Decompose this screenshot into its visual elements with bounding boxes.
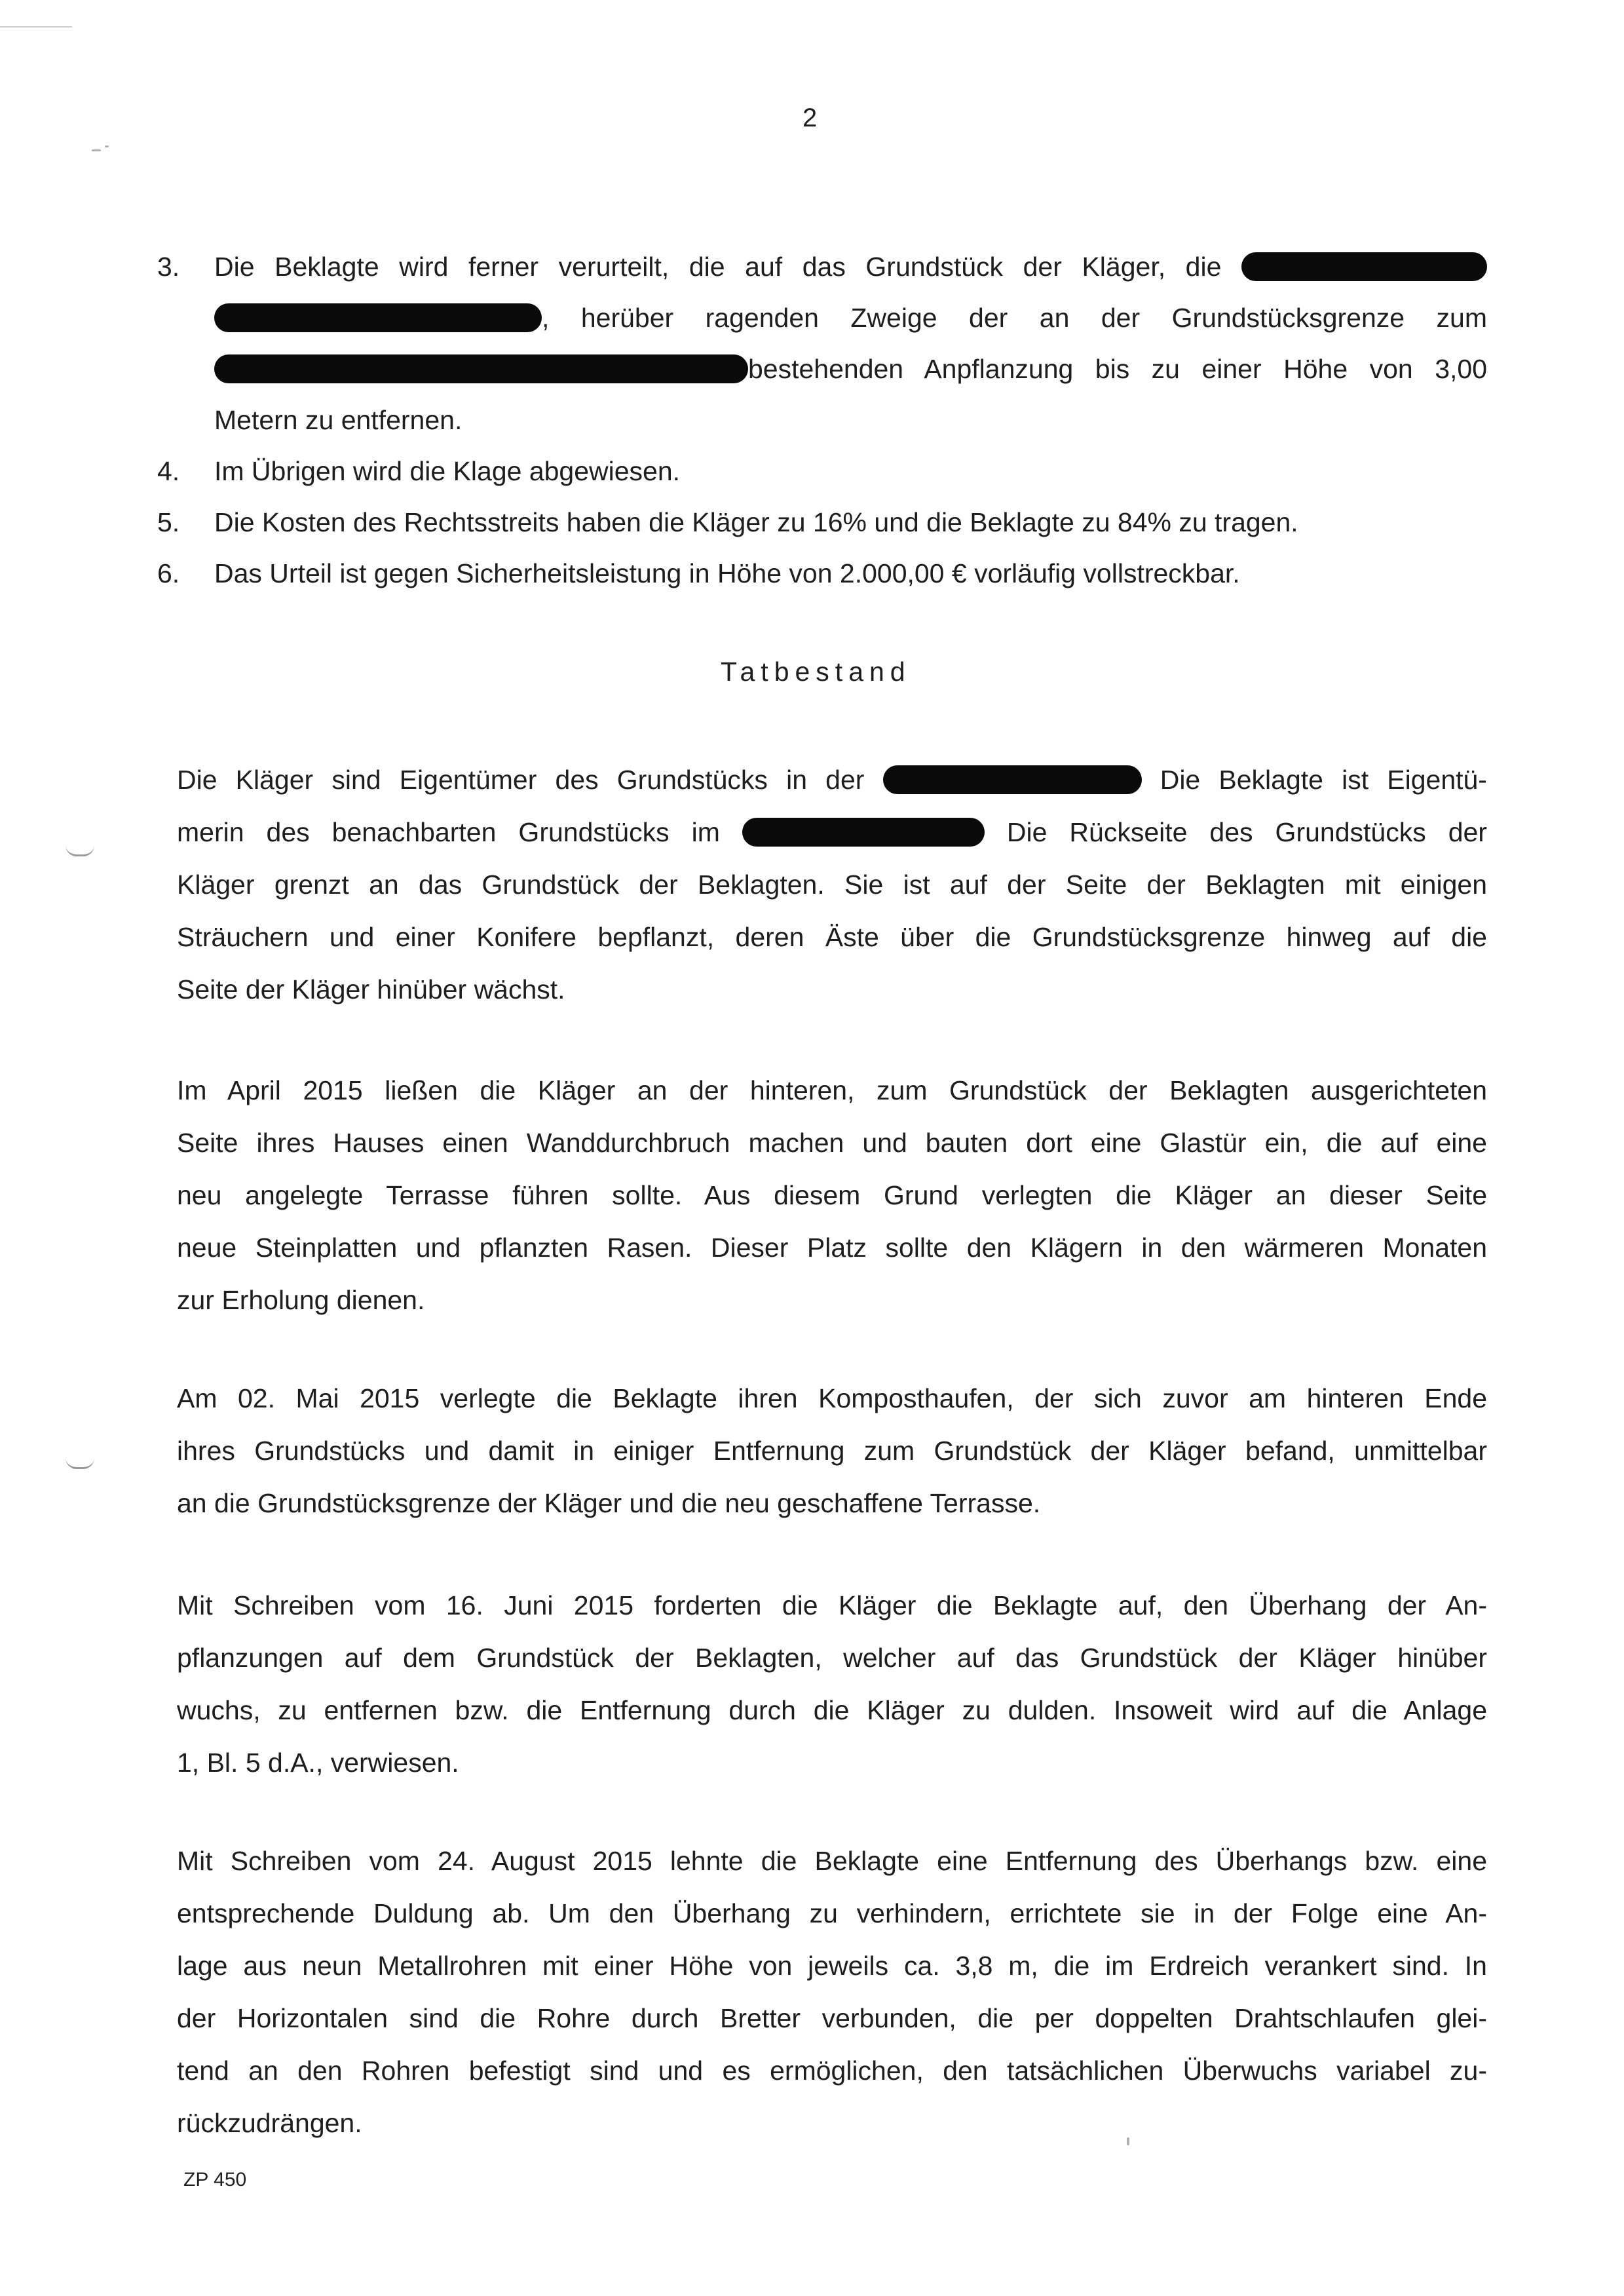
- footer-code: ZP 450: [183, 2169, 247, 2191]
- redaction-bar: [742, 818, 985, 847]
- section-heading: Tatbestand: [721, 657, 911, 687]
- redaction-bar: [214, 303, 542, 332]
- punch-hole-mark: [66, 1458, 94, 1469]
- paragraph-line: Am 02. Mai 2015 verlegte die Beklagte ihren Komposthaufen, der sich zuvor am hinteren Ende: [177, 1383, 1487, 1413]
- paragraph-line: Mit Schreiben vom 24. August 2015 lehnte die Beklagte eine Entfernung des Überhangs bzw. eine: [177, 1846, 1487, 1876]
- paragraph-line: 1, Bl. 5 d.A., verwiesen.: [177, 1748, 459, 1778]
- tenor-list: [157, 241, 1487, 599]
- punch-hole-mark: [66, 845, 94, 856]
- list-text: Im Übrigen wird die Klage abgewiesen.: [214, 456, 681, 486]
- paragraph: [177, 754, 1487, 1016]
- list-number: 5.: [157, 507, 180, 537]
- list-number: 3.: [157, 252, 180, 282]
- redaction-bar: [214, 354, 748, 383]
- redaction-bar: [1241, 252, 1487, 281]
- paragraph-line: ihres Grundstücks und damit in einiger Entfernung zum Grundstück der Kläger befand, unmittelbar: [177, 1436, 1487, 1466]
- paragraph: [177, 1835, 1487, 2149]
- paragraph-line: wuchs, zu entfernen bzw. die Entfernung durch die Kläger zu dulden. Insoweit wird auf die Anlage: [177, 1695, 1487, 1725]
- paragraph-line: Seite der Kläger hinüber wächst.: [177, 974, 565, 1004]
- paragraph-line: pflanzungen auf dem Grundstück der Beklagten, welcher auf das Grundstück der Kläger hinüber: [177, 1643, 1487, 1673]
- paragraph-line: merin des benachbarten Grundstücks im Die Rückseite des Grundstücks der: [177, 817, 1487, 847]
- list-text: Das Urteil ist gegen Sicherheitsleistung in Höhe von 2.000,00 € vorläufig vollstreckbar.: [214, 558, 1240, 588]
- list-line: , herüber ragenden Zweige der an der Grundstücksgrenze zum: [214, 292, 1487, 343]
- list-line: Die Beklagte wird ferner verurteilt, die auf das Grundstück der Kläger, die: [214, 241, 1487, 292]
- list-number: 6.: [157, 558, 180, 588]
- list-line: Metern zu entfernen.: [214, 405, 463, 435]
- list-line: bestehenden Anpflanzung bis zu einer Höhe von 3,00: [214, 343, 1487, 394]
- scan-speck: [105, 145, 109, 147]
- list-number: 4.: [157, 456, 180, 486]
- paragraph-line: rückzudrängen.: [177, 2108, 362, 2138]
- paragraph-line: entsprechende Duldung ab. Um den Überhang zu verhindern, errichtete sie in der Folge eine An-: [177, 1898, 1487, 1928]
- paragraph-line: lage aus neun Metallrohren mit einer Höhe von jeweils ca. 3,8 m, die im Erdreich verankert sind. In: [177, 1951, 1487, 1981]
- paragraph-line: zur Erholung dienen.: [177, 1285, 425, 1315]
- page-number: 2: [803, 104, 818, 132]
- list-item: [157, 548, 1487, 599]
- list-item: [157, 446, 1487, 497]
- paragraph: [177, 1579, 1487, 1789]
- paragraph-line: der Horizontalen sind die Rohre durch Bretter verbunden, die per doppelten Drahtschlaufen glei-: [177, 2003, 1487, 2033]
- paragraph-line: Sträuchern und einer Konifere bepflanzt, deren Äste über die Grundstücksgrenze hinweg auf die: [177, 922, 1487, 952]
- paragraph-line: Die Kläger sind Eigentümer des Grundstücks in der Die Beklagte ist Eigentü-: [177, 765, 1487, 795]
- paragraph: [177, 1064, 1487, 1326]
- paragraph-line: neu angelegte Terrasse führen sollte. Aus diesem Grund verlegten die Kläger an dieser Seite: [177, 1180, 1487, 1210]
- scan-edge-line: [0, 26, 72, 28]
- paragraph-line: Kläger grenzt an das Grundstück der Beklagten. Sie ist auf der Seite der Beklagten mit einigen: [177, 870, 1487, 900]
- redaction-bar: [883, 765, 1142, 794]
- paragraph-line: Mit Schreiben vom 16. Juni 2015 forderten die Kläger die Beklagte auf, den Überhang der An-: [177, 1590, 1487, 1620]
- list-item: [157, 497, 1487, 548]
- paragraph: [177, 1372, 1487, 1529]
- paragraph-line: Seite ihres Hauses einen Wanddurchbruch machen und bauten dort eine Glastür ein, die auf eine: [177, 1128, 1487, 1158]
- scan-speck: [92, 149, 101, 151]
- paragraph-line: neue Steinplatten und pflanzten Rasen. Dieser Platz sollte den Klägern in den wärmeren Monaten: [177, 1233, 1487, 1263]
- list-item: [157, 241, 1487, 446]
- list-text: Die Kosten des Rechtsstreits haben die Kläger zu 16% und die Beklagte zu 84% zu tragen.: [214, 507, 1298, 537]
- paragraph-line: an die Grundstücksgrenze der Kläger und die neu geschaffene Terrasse.: [177, 1488, 1041, 1518]
- paragraph-line: Im April 2015 ließen die Kläger an der hinteren, zum Grundstück der Beklagten ausgerichteten: [177, 1075, 1487, 1105]
- paragraph-line: tend an den Rohren befestigt sind und es ermöglichen, den tatsächlichen Überwuchs variabel zu-: [177, 2056, 1487, 2086]
